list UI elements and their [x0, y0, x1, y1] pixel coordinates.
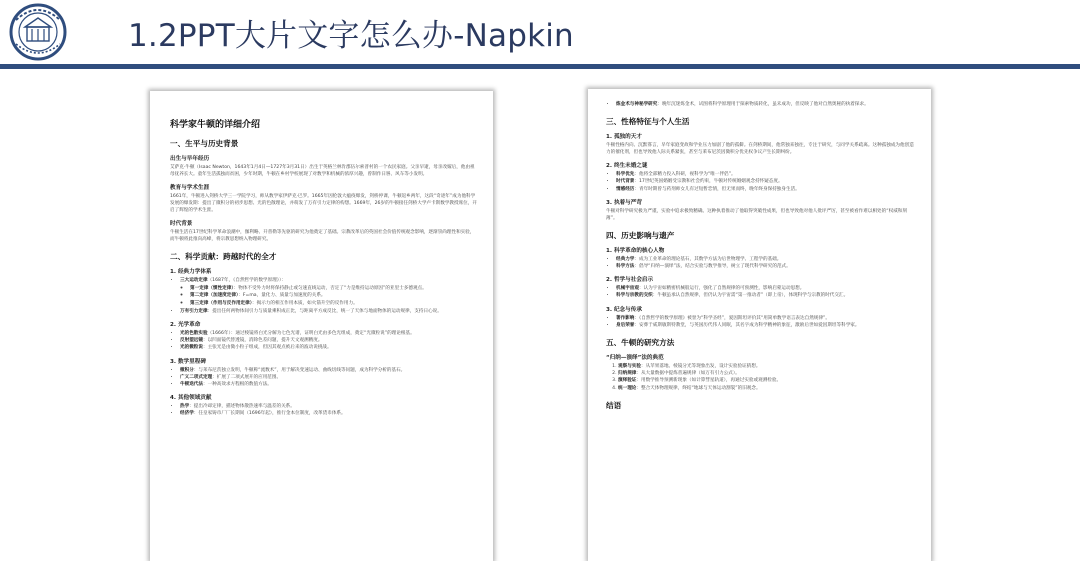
list-item: [616, 315, 915, 322]
item-text: ：倡导“归纳—演绎”法，结合实验与数学推导，树立了现代科学研究的范式。: [634, 264, 791, 270]
subsection-heading: “归纳—演绎”法的典范: [606, 355, 664, 362]
item-term: 身后荣誉: [616, 322, 635, 328]
item-text: ：《自然哲学的数学原理》被誉为“科学圣经”，爱因斯坦评价其“用简单数学语言表达自然规律”。: [634, 315, 830, 321]
item-text: ：从大量数据中提炼普遍规律（如万有引力公式）。: [636, 371, 740, 377]
item-term: 炼金术与神秘学研究: [616, 102, 658, 107]
subsection-heading: 1. 科学革命的核心人物: [606, 247, 665, 254]
list-item: [616, 178, 915, 185]
closing-heading: 结语: [606, 400, 622, 410]
item-text: ：提出冷却定律，描述物体散热速率与温差的关系。: [189, 404, 295, 410]
list-item: [190, 292, 477, 299]
paragraph: 牛顿性格内向、沉默寡言，早年家庭变故和学业压力加剧了他的孤僻。在剑桥期间，他常独来独往，专注于研究，与同学关系疏离。这种孤独成为他创造力的催化剂，但也导致他人际关系紧张，甚至与莱布尼茨因微积分优先权争议产生长期纠纷。: [606, 143, 914, 156]
item-term: 科学与宗教的交织: [616, 293, 653, 299]
subsection-heading: 3. 执着与严苛: [606, 199, 642, 206]
list-item: [190, 285, 477, 292]
numbered-list: [606, 363, 915, 392]
list-item: [616, 292, 915, 299]
list-item: [616, 186, 915, 193]
list-item: [180, 344, 477, 351]
slide-header: [0, 0, 1080, 64]
paragraph: 艾萨克·牛顿（Isaac Newton，1643年1月4日—1727年3月31日）出生于英格兰林肯郡伍尔索普村的一个农民家庭。父亲早逝，母亲改嫁后，他由祖母抚养长大。童年生活孤独而贫困，少年时期，牛顿在乡村学校展现了对数学和机械的浓厚兴趣，曾制作日晷、风车等小发明。: [170, 165, 475, 177]
item-term: 牛顿迭代法: [180, 382, 203, 388]
subsection-heading: 时代背景: [170, 221, 193, 227]
item-text: ：一种高效求方程根的数值方法。: [202, 382, 272, 388]
list-item: [616, 263, 915, 270]
list-item: [180, 374, 477, 381]
university-seal-logo: [2, 0, 72, 64]
item-text: ：揭示力的相互作用本质，如火箭升空的反作用力。: [252, 300, 358, 306]
item-text: ：青年时期曾与药剂师女儿有过短暂恋情，但无果而终，晚年终身保持独身生活。: [634, 186, 800, 192]
subsection-heading: 3. 纪念与传承: [606, 306, 642, 313]
item-term: 情感经历: [616, 186, 635, 192]
list-item: [180, 410, 477, 417]
item-term: 第一定律（惯性定律）: [190, 286, 234, 292]
item-text: ：以凹面镜代替透镜，消除色差问题，提升天文观测精度。: [202, 338, 323, 344]
subsection-heading: 1. 孤独的天才: [606, 134, 642, 141]
item-text: （1666年）：通过棱镜将白光分解为七色光谱，证明白光由多色光组成，奠定“光微粒说”的理论根基。: [207, 331, 415, 337]
bullet-list: [606, 101, 915, 108]
list-item: [616, 256, 915, 263]
item-term: 万有引力定律: [180, 308, 208, 314]
list-item: [180, 308, 477, 315]
item-term: 热学: [180, 404, 190, 410]
item-term: 经典力学: [616, 256, 635, 262]
bullet-list: [606, 285, 915, 299]
section-heading: 三、性格特征与个人生活: [606, 117, 690, 127]
bullet-list: [606, 171, 915, 193]
item-term: 微积分: [180, 367, 194, 373]
item-text: ：与莱布尼茨独立发明，牛顿称“流数术”，用于解决变速运动、曲线切线等问题，成为科学分析的基石。: [193, 367, 406, 373]
item-term: 科学方法: [616, 264, 635, 270]
slide-title: 1.2PPT大片文字怎么办-Napkin: [128, 18, 574, 54]
list-item: [190, 300, 477, 307]
list-item: [180, 403, 477, 410]
section-heading: 二、科学贡献：跨越时代的全才: [170, 252, 277, 261]
item-term: 演绎验证: [618, 378, 637, 384]
item-term: 时代背景: [616, 179, 635, 185]
bullet-list: [606, 256, 915, 270]
section-heading: 四、历史影响与遗产: [606, 230, 675, 240]
item-text: ：安葬于威斯敏斯特教堂，与英国历代伟人同眠，其名字成为科学精神的象征，激励后世如爱因斯坦等科学家。: [634, 322, 860, 328]
item-text: ：F=ma，量化力、质量与加速度的关系。: [238, 293, 326, 299]
subsection-heading: 1. 经典力学体系: [170, 269, 212, 275]
bullet-list: [170, 330, 477, 352]
section-heading: 五、牛顿的研究方法: [606, 338, 675, 348]
document-page-right: [588, 89, 931, 561]
item-text: ：从苹果落地、棱镜分光等现象出发，设计实验验证猜想。: [640, 364, 761, 370]
paragraph: 牛顿生活在17世纪科学革命浪潮中，伽利略、开普勒等先驱的研究为他奠定了基础。宗教改革后的英国社会价值传统观念影响，逐渐崇尚理性和实验，而牛顿将此推向高峰，将宗教思想纳入物理研究。: [170, 230, 475, 242]
bullet-list: [170, 403, 477, 417]
item-term: 观察与实验: [618, 364, 641, 370]
subsection-heading: 4. 其他领域贡献: [170, 395, 212, 402]
list-item: [180, 337, 477, 344]
numbered-item: [618, 370, 915, 377]
item-text: ：成为工业革命的理论基石，其数学方法为后世物理学、工程学的基础。: [634, 256, 782, 262]
list-item: [180, 330, 477, 337]
document-title: 科学家牛顿的详细介绍: [170, 120, 261, 130]
list-item: [616, 322, 915, 329]
item-term: 著作影响: [616, 315, 635, 321]
item-text: ：主张光是由微小粒子组成，但因其观点被后来的波动说挑战。: [202, 345, 332, 351]
item-text: ：用数学推导预测新现象（如计算彗星轨道），再通过实验或观测检验。: [636, 378, 782, 384]
list-item: [180, 277, 477, 307]
item-text: ：任皇家铸币厂厂长期间（1696年起），推行金本位制度，改革货币体系。: [193, 411, 346, 417]
list-item: [180, 367, 477, 374]
list-item: [616, 171, 915, 178]
list-item: [616, 101, 915, 108]
list-item: [616, 285, 915, 292]
item-term: 光的微粒说: [180, 345, 203, 351]
bullet-list: [606, 315, 915, 329]
paragraph: 1661年，牛顿进入剑桥大学三一学院学习，师从数学家伊萨克·巴罗。1665年因伦敦大瘟疫爆发，剑桥停课，牛顿返乡两年，这段“奇迹年”成为他科学发展的爆发期：提出了微积分的初步思想、光的色散理论，并萌发了万有引力定律的构想。1669年，26岁的牛顿接任剑桥大学卢卡斯数学教授席位，开启了辉煌的学术生涯。: [170, 194, 477, 213]
item-term: 第三定律（作用与反作用定律）: [190, 300, 253, 306]
item-term: 科学优先: [616, 172, 635, 178]
item-term: 归纳规律: [618, 371, 637, 377]
subsection-heading: 出生与早年经历: [170, 156, 210, 162]
item-term: 三大运动定律: [180, 278, 208, 283]
subsection-heading: 2. 光学革命: [170, 322, 201, 329]
item-text: ：他将全部精力投入科研，视科学为“唯一伴侣”。: [634, 172, 736, 178]
left-document-content: [170, 117, 477, 420]
numbered-item: [618, 377, 915, 384]
item-term: 光的色散实验: [180, 331, 208, 337]
item-text: ：物体不受外力时将保持静止或匀速直线运动，否定了“力是维持运动原因”的亚里士多德观点。: [233, 286, 427, 292]
item-term: 广义二项式定理: [180, 374, 213, 380]
item-term: 第二定律（加速度定律）: [190, 293, 239, 299]
section-heading: 一、生平与历史背景: [170, 139, 239, 148]
item-term: 机械宇宙观: [616, 286, 639, 292]
item-term: 统一理论: [618, 385, 637, 391]
item-text: ：提出任何两物体间引力与质量乘积成正比，与距离平方成反比，统一了天体与地面物体的运动规律，支持日心说。: [207, 308, 442, 314]
subsection-heading: 2. 哲学与社会启示: [606, 277, 654, 284]
right-document-content: [606, 99, 915, 415]
item-text: ：牛顿虽承认自然规律，但仍认为宇宙需“第一推动者”（即上帝），体现科学与宗教的时代交汇。: [652, 293, 849, 299]
list-item: [180, 381, 477, 388]
subsection-heading: 3. 数学里程碑: [170, 358, 206, 365]
document-page-left: [150, 91, 493, 561]
item-term: 经济学: [180, 411, 194, 417]
subsection-heading: 教育与学术生涯: [170, 185, 210, 191]
item-text: ：17世纪英国婚姻受宗教和社会约束，牛顿对传统婚姻观念持怀疑态度。: [634, 179, 783, 185]
item-text: ：认为宇宙如精密机械般运行，强化了自然规律的可预测性，影响启蒙运动思想。: [638, 286, 805, 292]
item-term: 反射望远镜: [180, 338, 203, 344]
numbered-item: [618, 363, 915, 370]
sub-bullet-list: [180, 285, 477, 307]
item-text: ：扩展了二项式展开的应用范围。: [212, 374, 282, 380]
item-text: ：晚年沉迷炼金术，试图将科学原理用于探索物质转化，虽未成功，但反映了他对自然奥秘的执着探求。: [657, 102, 869, 107]
item-text: ：整合天体物理规律，终结“地球与天体运动割裂”的旧观念。: [636, 385, 761, 391]
numbered-item: [618, 385, 915, 392]
paragraph: 牛顿对科学研究极为严谨，实验中追求极致精确。这种执着推动了他取得突破性成果，但也导致他对他人批评严厉，甚至被看作难以相处的“权威和刻薄”。: [606, 208, 907, 221]
bullet-list: [170, 367, 477, 389]
item-text: （1687年，《自然哲学的数学原理》）：: [207, 278, 286, 283]
bullet-list: [170, 277, 477, 315]
subsection-heading: 2. 终生未婚之谜: [606, 163, 648, 170]
slide-body: [0, 69, 1080, 557]
